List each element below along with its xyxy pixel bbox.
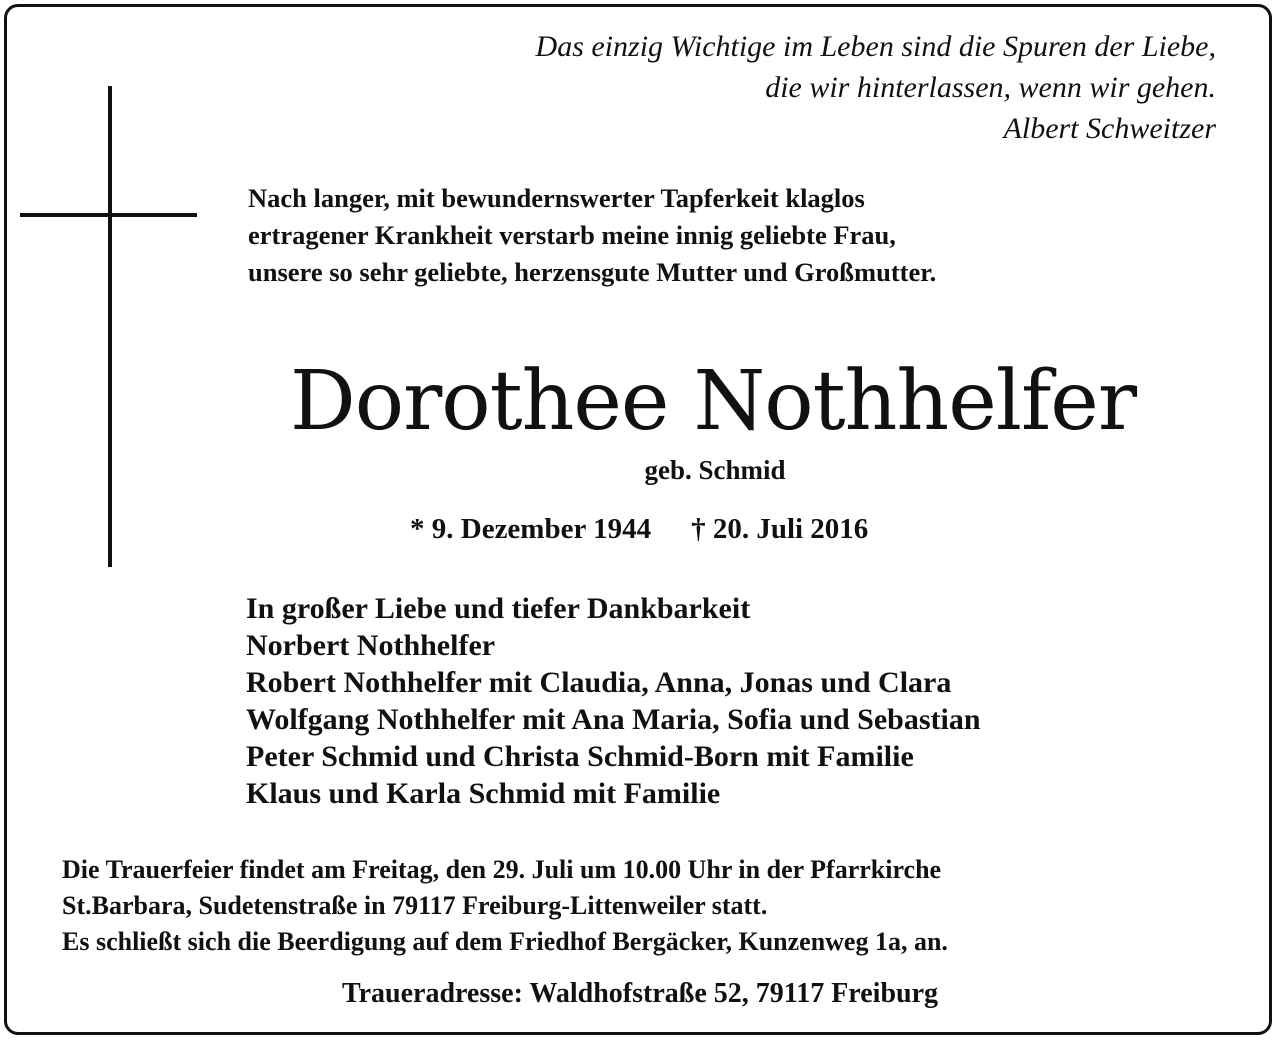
life-dates (410, 510, 868, 548)
death-date: † 20. Juli 2016 (691, 513, 869, 545)
birth-date: * 9. Dezember 1944 (410, 513, 652, 545)
mourning-address: Traueradresse: Waldhofstraße 52, 79117 Freiburg (341, 978, 939, 1009)
intro-line: ertragener Krankheit verstarb meine innig geliebte Frau, (248, 220, 896, 250)
mourners-line: Robert Nothhelfer mit Claudia, Anna, Jonas und Clara (246, 666, 952, 699)
quote-line: die wir hinterlassen, wenn wir gehen. (765, 71, 1216, 104)
cross-icon (108, 86, 112, 567)
intro-line: unsere so sehr geliebte, herzensgute Mutter und Großmutter. (248, 257, 937, 287)
cross-icon-bar (20, 213, 197, 217)
intro-text (248, 180, 1258, 291)
quote-author: Albert Schweitzer (1003, 112, 1216, 145)
mourners-line: Peter Schmid und Christa Schmid-Born mit Familie (246, 740, 914, 773)
quote-line: Das einzig Wichtige im Leben sind die Spuren der Liebe, (535, 30, 1216, 63)
ceremony-line: Die Trauerfeier findet am Freitag, den 29. Juli um 10.00 Uhr in der Pfarrkirche (62, 855, 942, 884)
mourners-line: Klaus und Karla Schmid mit Familie (246, 777, 721, 810)
intro-line: Nach langer, mit bewundernswerter Tapferkeit klaglos (248, 183, 865, 213)
mourners-list (246, 590, 1246, 812)
ceremony-info (62, 852, 1252, 960)
mourners-line: Norbert Nothhelfer (246, 629, 496, 662)
maiden-name: geb. Schmid (644, 455, 786, 485)
deceased-name: Dorothee Nothhelfer (289, 354, 1137, 449)
ceremony-line: St.Barbara, Sudetenstraße in 79117 Freiburg-Littenweiler statt. (62, 891, 768, 920)
mourners-line: In großer Liebe und tiefer Dankbarkeit (246, 592, 751, 625)
quote-block (316, 26, 1216, 149)
ceremony-line: Es schließt sich die Beerdigung auf dem Friedhof Bergäcker, Kunzenweg 1a, an. (62, 927, 948, 956)
mourners-line: Wolfgang Nothhelfer mit Ana Maria, Sofia und Sebastian (246, 703, 981, 736)
